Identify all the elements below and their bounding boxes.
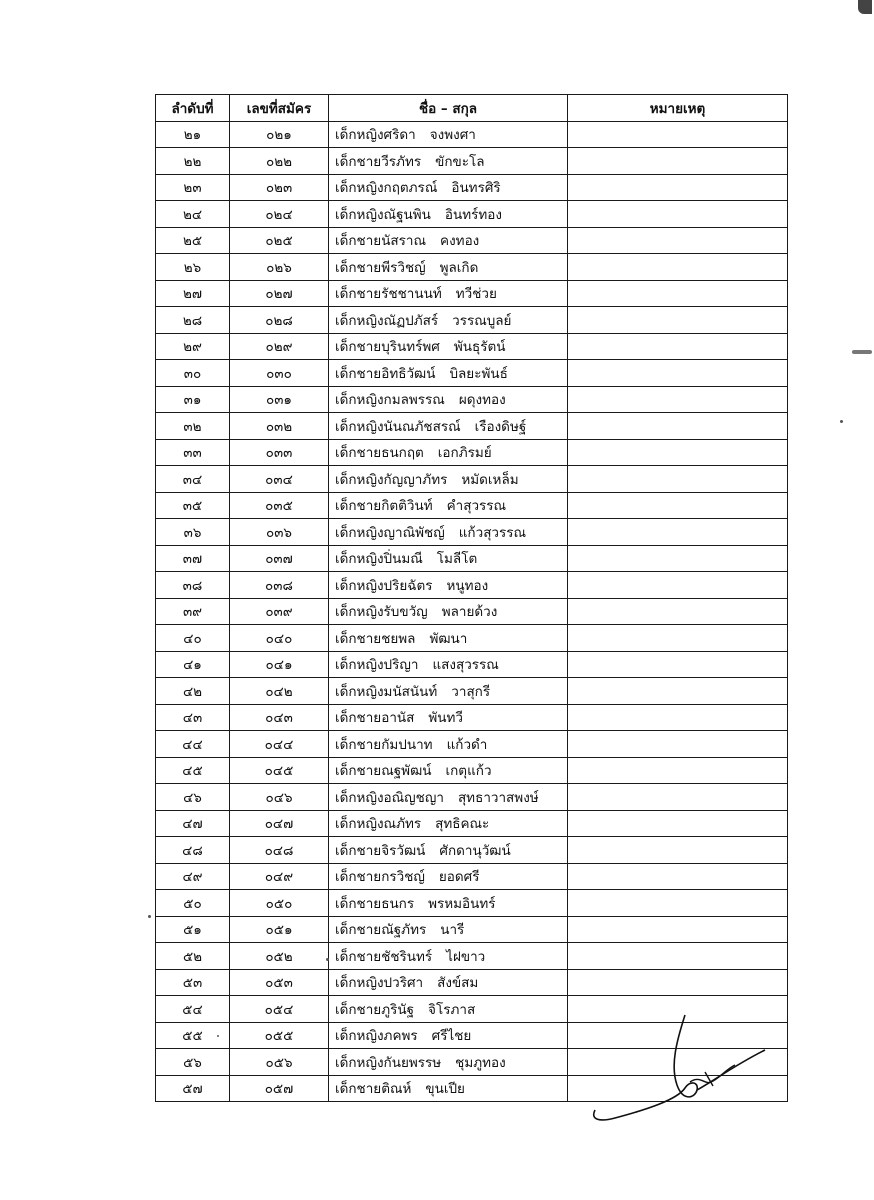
first-name: เด็กหญิงปริญา [335, 657, 419, 674]
last-name: พันทวี [428, 710, 463, 727]
first-name: เด็กชายรัชชานนท์ [335, 286, 442, 303]
last-name: จงพงศา [429, 127, 476, 144]
scan-speck [148, 915, 151, 918]
application-number: ๐๔๐ [230, 625, 329, 652]
last-name: พรหมอินทร์ [428, 895, 496, 912]
full-name [329, 651, 568, 678]
full-name [329, 996, 568, 1023]
order-number: ๔๔ [156, 731, 230, 758]
table-row [156, 704, 788, 731]
full-name [329, 545, 568, 572]
table-row [156, 413, 788, 440]
order-number: ๕๐ [156, 890, 230, 917]
application-number: ๐๓๙ [230, 598, 329, 625]
first-name: เด็กชายณฐพัฒน์ [335, 763, 432, 780]
order-number: ๓๔ [156, 466, 230, 493]
first-name: เด็กหญิงนันณภัชสรณ์ [335, 418, 461, 435]
remark [568, 413, 788, 440]
table-row [156, 863, 788, 890]
first-name: เด็กชายกิตติวินท์ [335, 498, 433, 515]
table-row [156, 837, 788, 864]
application-number: ๐๔๗ [230, 810, 329, 837]
remark [568, 439, 788, 466]
last-name: พัฒนา [429, 630, 468, 647]
table-row [156, 280, 788, 307]
table-row [156, 625, 788, 652]
application-number: ๐๒๓ [230, 174, 329, 201]
full-name [329, 890, 568, 917]
first-name: เด็กหญิงกัญญาภัทร [335, 471, 448, 488]
order-number: ๔๘ [156, 837, 230, 864]
full-name [329, 916, 568, 943]
remark [568, 174, 788, 201]
last-name: ชุมภูทอง [455, 1054, 506, 1071]
application-number: ๐๔๑ [230, 651, 329, 678]
application-number: ๐๓๒ [230, 413, 329, 440]
order-number: ๓๒ [156, 413, 230, 440]
full-name [329, 413, 568, 440]
order-number: ๓๗ [156, 545, 230, 572]
last-name: แก้วสุวรรณ [458, 524, 527, 541]
application-number: ๐๓๐ [230, 360, 329, 387]
last-name: หมัดเหล็ม [461, 471, 519, 488]
last-name: ผดุงทอง [458, 392, 506, 409]
last-name: ขุนเปีย [425, 1081, 465, 1098]
remark [568, 651, 788, 678]
full-name [329, 1022, 568, 1049]
table-row [156, 572, 788, 599]
table-row [156, 254, 788, 281]
full-name [329, 227, 568, 254]
first-name: เด็กชายพีรวิชญ์ [335, 259, 426, 276]
table-row [156, 784, 788, 811]
remark [568, 598, 788, 625]
last-name: ไฝขาว [446, 948, 486, 965]
full-name [329, 837, 568, 864]
scan-speck [840, 420, 843, 423]
application-number: ๐๓๓ [230, 439, 329, 466]
order-number: ๔๕ [156, 757, 230, 784]
remark [568, 254, 788, 281]
full-name [329, 333, 568, 360]
table-row [156, 333, 788, 360]
full-name [329, 254, 568, 281]
full-name [329, 810, 568, 837]
first-name: เด็กหญิงมนัสนันท์ [335, 683, 438, 700]
full-name [329, 704, 568, 731]
header-application-number: เลขที่สมัคร [230, 95, 329, 122]
first-name: เด็กหญิงณัฐนพิน [335, 206, 431, 223]
full-name [329, 386, 568, 413]
first-name: เด็กชายอิทธิวัฒน์ [335, 365, 436, 382]
application-number: ๐๕๒ [230, 943, 329, 970]
full-name [329, 757, 568, 784]
order-number: ๕๓ [156, 969, 230, 996]
remark [568, 943, 788, 970]
first-name: เด็กชายชัชรินทร์ [335, 948, 433, 965]
table-row [156, 307, 788, 334]
last-name: สุทธิคณะ [435, 816, 490, 833]
last-name: จิโรภาส [428, 1001, 476, 1018]
first-name: เด็กหญิงกมลพรรณ [335, 392, 445, 409]
order-number: ๒๗ [156, 280, 230, 307]
first-name: เด็กชายนัสราณ [335, 233, 427, 250]
order-number: ๕๒ [156, 943, 230, 970]
last-name: หนูทอง [446, 577, 489, 594]
full-name [329, 174, 568, 201]
order-number: ๒๘ [156, 307, 230, 334]
first-name: เด็กชายอานัส [335, 710, 415, 727]
full-name [329, 863, 568, 890]
first-name: เด็กหญิงปวริศา [335, 975, 424, 992]
last-name: บิลยะพันธ์ [449, 365, 508, 382]
full-name [329, 519, 568, 546]
scan-speck [326, 958, 329, 961]
table-row [156, 386, 788, 413]
header-order: ลำดับที่ [156, 95, 230, 122]
full-name [329, 307, 568, 334]
full-name [329, 439, 568, 466]
full-name [329, 280, 568, 307]
order-number: ๒๔ [156, 201, 230, 228]
first-name: เด็กหญิงศริดา [335, 127, 416, 144]
remark [568, 810, 788, 837]
remark [568, 545, 788, 572]
first-name: เด็กหญิงกฤตภรณ์ [335, 180, 438, 197]
order-number: ๒๖ [156, 254, 230, 281]
first-name: เด็กชายณัฐภัทร [335, 922, 427, 939]
application-number: ๐๓๑ [230, 386, 329, 413]
first-name: เด็กหญิงอณิญชญา [335, 789, 444, 806]
order-number: ๒๕ [156, 227, 230, 254]
full-name [329, 492, 568, 519]
last-name: อินทร์ทอง [444, 206, 502, 223]
order-number: ๔๗ [156, 810, 230, 837]
remark [568, 969, 788, 996]
remark [568, 704, 788, 731]
remark [568, 148, 788, 175]
first-name: เด็กหญิงปริยฉัตร [335, 577, 433, 594]
table-row [156, 890, 788, 917]
table-row [156, 943, 788, 970]
order-number: ๓๐ [156, 360, 230, 387]
application-number: ๐๕๔ [230, 996, 329, 1023]
order-number: ๒๓ [156, 174, 230, 201]
remark [568, 837, 788, 864]
remark [568, 466, 788, 493]
last-name: คงทอง [440, 233, 480, 250]
application-number: ๐๔๒ [230, 678, 329, 705]
order-number: ๕๔ [156, 996, 230, 1023]
order-number: ๔๐ [156, 625, 230, 652]
last-name: เกตุแก้ว [445, 763, 492, 780]
scan-smudge [858, 0, 872, 14]
order-number: ๓๓ [156, 439, 230, 466]
first-name: เด็กหญิงภคพร [335, 1028, 418, 1045]
first-name: เด็กหญิงปิ่นมณี [335, 551, 423, 568]
first-name: เด็กหญิงกันยพรรษ [335, 1054, 442, 1071]
last-name: แสงสุวรรณ [432, 657, 499, 674]
full-name [329, 1075, 568, 1102]
header-remarks: หมายเหตุ [568, 95, 788, 122]
order-number: ๓๕ [156, 492, 230, 519]
first-name: เด็กชายติณห์ [335, 1081, 412, 1098]
remark [568, 386, 788, 413]
table-row [156, 360, 788, 387]
order-number: ๓๖ [156, 519, 230, 546]
full-name [329, 784, 568, 811]
table-row [156, 598, 788, 625]
last-name: อินทรศิริ [451, 180, 501, 197]
table-row [156, 174, 788, 201]
remark [568, 731, 788, 758]
order-number: ๔๑ [156, 651, 230, 678]
order-number: ๒๑ [156, 121, 230, 148]
application-number: ๐๓๖ [230, 519, 329, 546]
application-number: ๐๔๙ [230, 863, 329, 890]
first-name: เด็กหญิงณภัทร [335, 816, 422, 833]
application-number: ๐๔๖ [230, 784, 329, 811]
application-number: ๐๔๘ [230, 837, 329, 864]
order-number: ๕๖ [156, 1049, 230, 1076]
last-name: นารี [440, 922, 465, 939]
remark [568, 757, 788, 784]
application-number: ๐๓๕ [230, 492, 329, 519]
remark [568, 333, 788, 360]
application-number: ๐๓๘ [230, 572, 329, 599]
remark [568, 121, 788, 148]
last-name: พูลเกิด [439, 259, 479, 276]
order-number: ๔๓ [156, 704, 230, 731]
scan-smudge [852, 350, 872, 354]
table-body [156, 121, 788, 1102]
order-number: ๒๒ [156, 148, 230, 175]
first-name: เด็กชายบุรินทร์พศ [335, 339, 440, 356]
scan-speck [217, 1035, 219, 1037]
table-row [156, 969, 788, 996]
first-name: เด็กชายธนกร [335, 895, 415, 912]
application-number: ๐๕๑ [230, 916, 329, 943]
first-name: เด็กหญิงญาณิพัชญ์ [335, 524, 445, 541]
remark [568, 280, 788, 307]
first-name: เด็กชายชยพล [335, 630, 416, 647]
application-number: ๐๒๒ [230, 148, 329, 175]
first-name: เด็กชายจิรวัฒน์ [335, 842, 426, 859]
table-row [156, 810, 788, 837]
last-name: โมลีโต [436, 551, 478, 568]
first-name: เด็กชายกัมปนาท [335, 736, 433, 753]
table-row [156, 916, 788, 943]
first-name: เด็กชายภูรินัฐ [335, 1001, 415, 1018]
full-name [329, 678, 568, 705]
last-name: ยอดศรี [438, 869, 480, 886]
remark [568, 360, 788, 387]
order-number: ๒๙ [156, 333, 230, 360]
header-full-name: ชื่อ – สกุล [329, 95, 568, 122]
order-number: ๓๑ [156, 386, 230, 413]
last-name: สังข์สม [437, 975, 479, 992]
remark [568, 890, 788, 917]
remark [568, 784, 788, 811]
table-row [156, 545, 788, 572]
first-name: เด็กหญิงณัฏปภัสร์ [335, 312, 439, 329]
order-number: ๕๑ [156, 916, 230, 943]
application-number: ๐๕๐ [230, 890, 329, 917]
full-name [329, 201, 568, 228]
last-name: คำสุวรรณ [446, 498, 507, 515]
first-name: เด็กชายวีรภัทร [335, 153, 422, 170]
table-row [156, 466, 788, 493]
application-number: ๐๒๔ [230, 201, 329, 228]
table-row [156, 519, 788, 546]
table-row [156, 731, 788, 758]
full-name [329, 943, 568, 970]
remark [568, 307, 788, 334]
order-number: ๕๗ [156, 1075, 230, 1102]
table-row [156, 678, 788, 705]
order-number: ๕๕ [156, 1022, 230, 1049]
order-number: ๓๙ [156, 598, 230, 625]
first-name: เด็กหญิงรับขวัญ [335, 604, 428, 621]
order-number: ๔๒ [156, 678, 230, 705]
application-number: ๐๔๔ [230, 731, 329, 758]
full-name [329, 572, 568, 599]
application-number: ๐๕๗ [230, 1075, 329, 1102]
application-number: ๐๕๕ [230, 1022, 329, 1049]
remark [568, 625, 788, 652]
applicant-table [155, 94, 788, 1102]
application-number: ๐๕๓ [230, 969, 329, 996]
full-name [329, 121, 568, 148]
full-name [329, 969, 568, 996]
full-name [329, 360, 568, 387]
signature-icon [585, 1010, 775, 1130]
last-name: ทวีช่วย [455, 286, 497, 303]
table-row [156, 121, 788, 148]
full-name [329, 625, 568, 652]
order-number: ๓๘ [156, 572, 230, 599]
table-row [156, 201, 788, 228]
application-number: ๐๔๕ [230, 757, 329, 784]
last-name: แก้วดำ [446, 736, 488, 753]
application-number: ๐๒๖ [230, 254, 329, 281]
application-number: ๐๒๙ [230, 333, 329, 360]
full-name [329, 466, 568, 493]
full-name [329, 148, 568, 175]
application-number: ๐๒๑ [230, 121, 329, 148]
application-number: ๐๒๗ [230, 280, 329, 307]
table-row [156, 227, 788, 254]
application-number: ๐๔๓ [230, 704, 329, 731]
application-number: ๐๒๕ [230, 227, 329, 254]
last-name: เรืองดิษฐ์ [474, 418, 527, 435]
last-name: ศักดานุวัฒน์ [439, 842, 511, 859]
order-number: ๔๙ [156, 863, 230, 890]
last-name: วรรณบูลย์ [452, 312, 512, 329]
last-name: เอกภิรมย์ [437, 445, 492, 462]
remark [568, 227, 788, 254]
table-row [156, 148, 788, 175]
last-name: พันธุรัตน์ [453, 339, 506, 356]
full-name [329, 731, 568, 758]
table-header-row [156, 95, 788, 122]
full-name [329, 598, 568, 625]
remark [568, 492, 788, 519]
remark [568, 678, 788, 705]
last-name: พลายด้วง [441, 604, 498, 621]
full-name [329, 1049, 568, 1076]
first-name: เด็กชายธนกฤต [335, 445, 424, 462]
table-row [156, 757, 788, 784]
application-number: ๐๓๗ [230, 545, 329, 572]
table-row [156, 492, 788, 519]
order-number: ๔๖ [156, 784, 230, 811]
last-name: วาสุกรี [451, 683, 491, 700]
remark [568, 572, 788, 599]
last-name: สุทธาวาสพงษ์ [457, 789, 539, 806]
last-name: ขักขะโล [435, 153, 485, 170]
remark [568, 519, 788, 546]
last-name: ศรีไชย [431, 1028, 472, 1045]
application-number: ๐๕๖ [230, 1049, 329, 1076]
remark [568, 863, 788, 890]
table-row [156, 439, 788, 466]
first-name: เด็กชายกรวิชญ์ [335, 869, 425, 886]
remark [568, 201, 788, 228]
remark [568, 916, 788, 943]
table-row [156, 651, 788, 678]
application-number: ๐๓๔ [230, 466, 329, 493]
application-number: ๐๒๘ [230, 307, 329, 334]
